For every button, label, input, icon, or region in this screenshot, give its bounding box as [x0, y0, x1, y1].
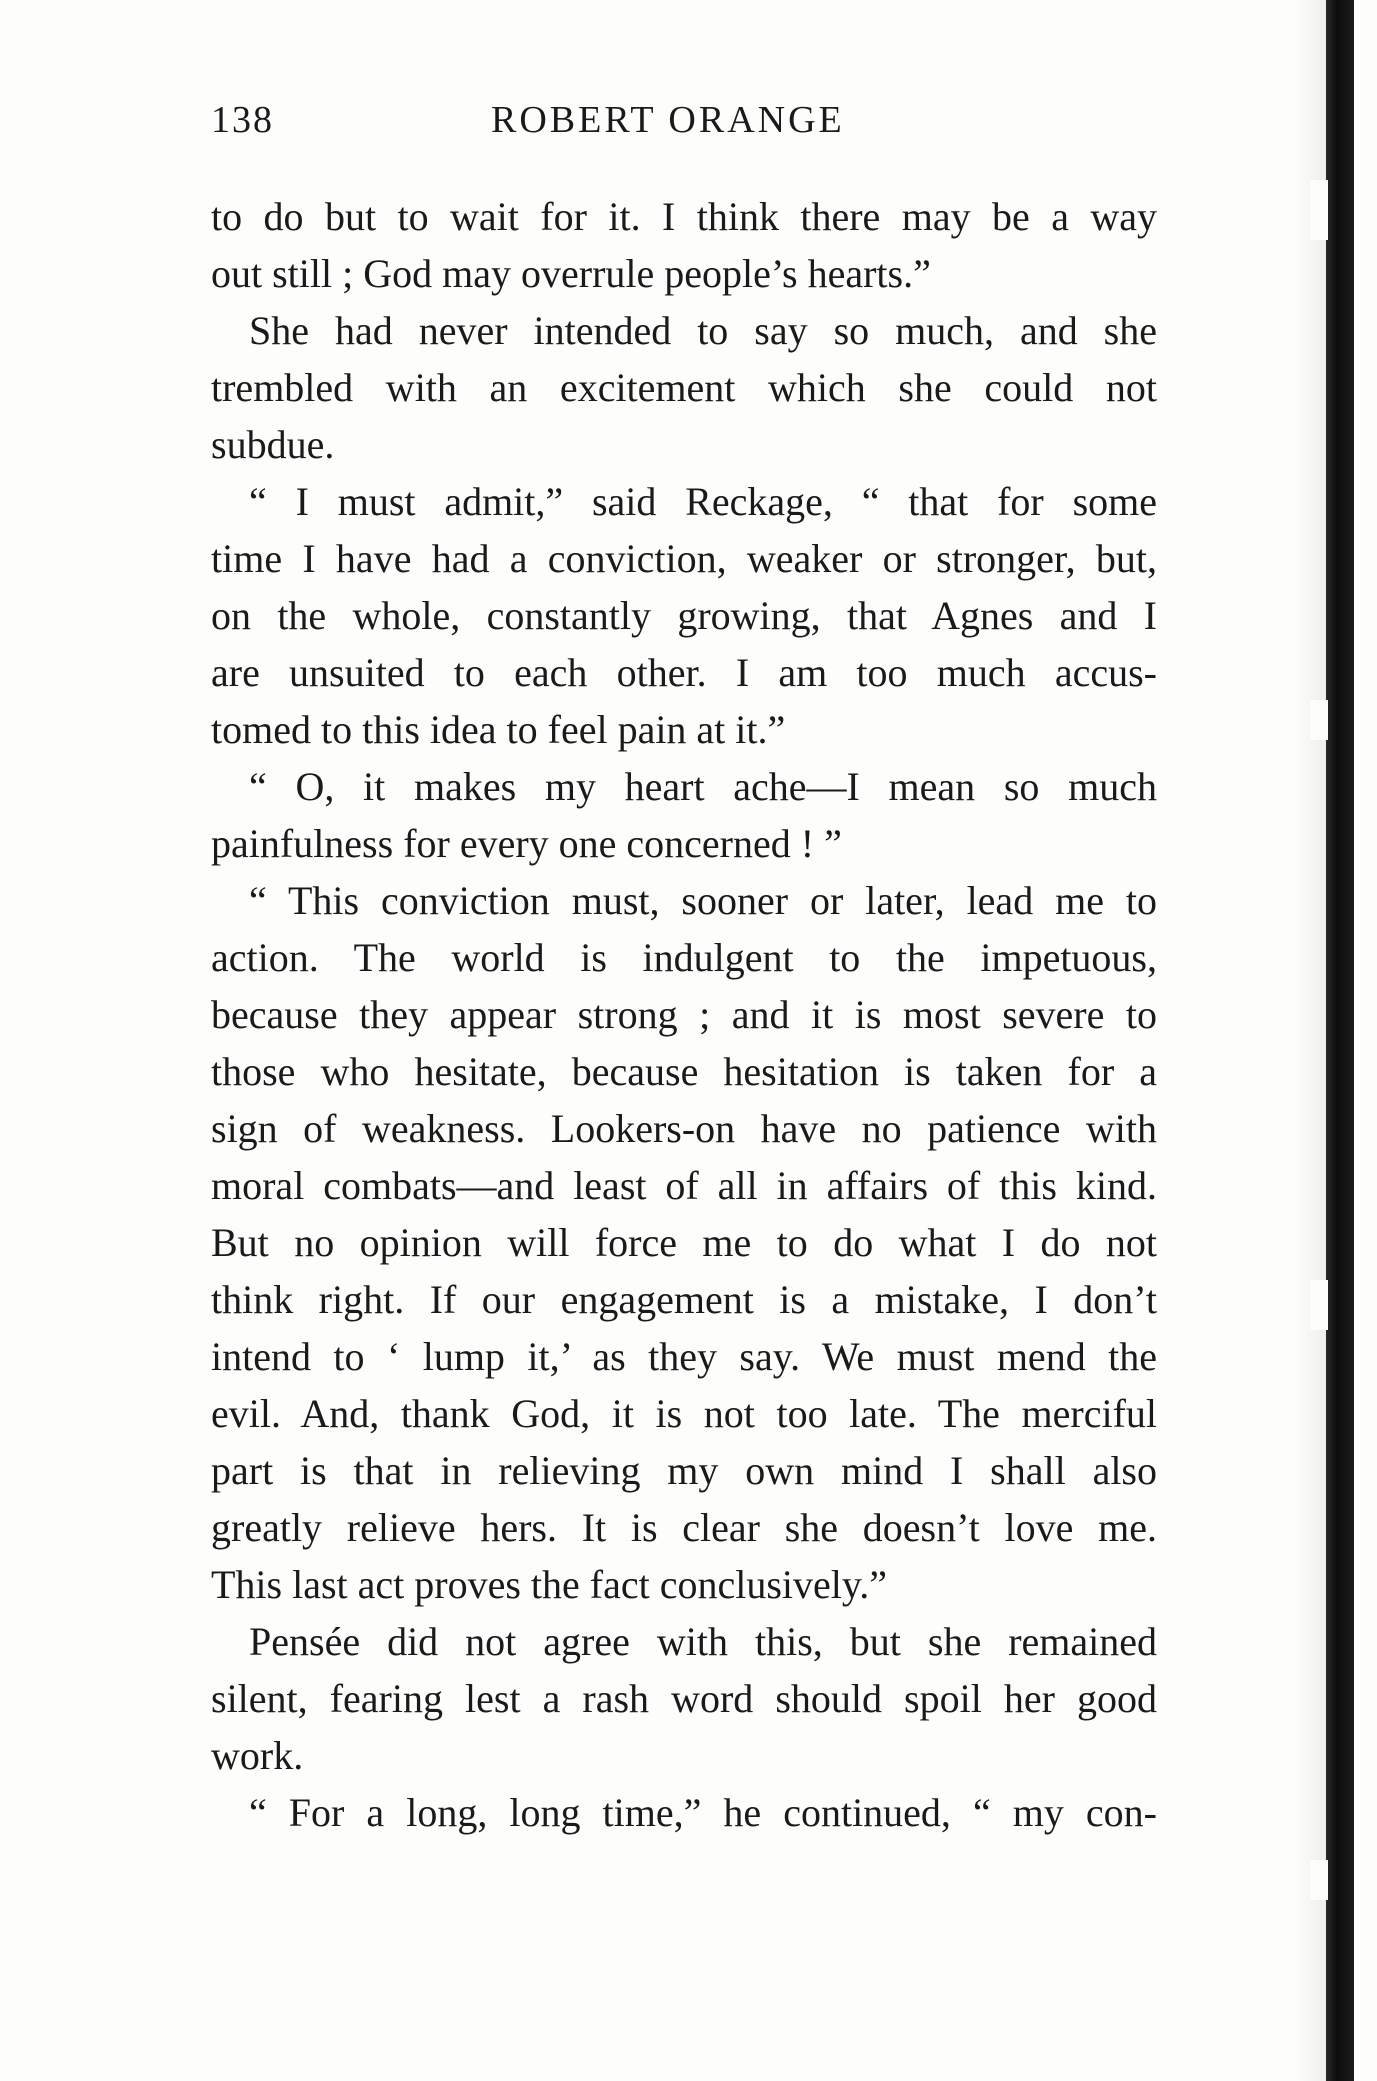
page-number: 138	[211, 99, 274, 141]
text-line: because they appear strong ; and it is most severe to	[211, 992, 1157, 1037]
binding-edge	[1326, 0, 1354, 2081]
text-line: work.	[211, 1733, 304, 1778]
text-line: out still ; God may overrule people’s hearts.”	[211, 251, 931, 296]
binding-gap	[1310, 1280, 1328, 1330]
text-line: But no opinion will force me to do what I do not	[211, 1220, 1157, 1265]
text-line: to do but to wait for it. I think there may be a way	[211, 194, 1157, 239]
text-line: “ O, it makes my heart ache—I mean so much	[249, 764, 1157, 809]
text-line: think right. If our engagement is a mistake, I don’t	[211, 1277, 1157, 1322]
text-line: greatly relieve hers. It is clear she doesn’t love me.	[211, 1505, 1157, 1550]
text-line: “ This conviction must, sooner or later, lead me to	[249, 878, 1157, 923]
text-line: She had never intended to say so much, and she	[249, 308, 1157, 353]
text-line: intend to ‘ lump it,’ as they say. We must mend the	[211, 1334, 1157, 1379]
binding-gap	[1310, 180, 1328, 240]
text-line: evil. And, thank God, it is not too late. The merciful	[211, 1391, 1157, 1436]
text-line: silent, fearing lest a rash word should spoil her good	[211, 1676, 1157, 1721]
text-line: This last act proves the fact conclusively.”	[211, 1562, 888, 1607]
text-line: “ For a long, long time,” he continued, “ my con-	[249, 1790, 1157, 1835]
binding-gap	[1310, 1860, 1328, 1900]
text-line: time I have had a conviction, weaker or stronger, but,	[211, 536, 1157, 581]
text-line: on the whole, constantly growing, that Agnes and I	[211, 593, 1157, 638]
text-line: subdue.	[211, 422, 335, 467]
text-line: trembled with an excitement which she could not	[211, 365, 1157, 410]
gutter-shadow	[1296, 0, 1326, 2081]
text-line: moral combats—and least of all in affairs of this kind.	[211, 1163, 1157, 1208]
text-line: painfulness for every one concerned ! ”	[211, 821, 842, 866]
binding-gap	[1310, 700, 1328, 740]
text-line: Pensée did not agree with this, but she remained	[249, 1619, 1157, 1664]
text-line: tomed to this idea to feel pain at it.”	[211, 707, 786, 752]
text-line: those who hesitate, because hesitation is taken for a	[211, 1049, 1157, 1094]
text-line: “ I must admit,” said Reckage, “ that for some	[249, 479, 1157, 524]
running-head	[211, 98, 1157, 148]
text-line: part is that in relieving my own mind I shall also	[211, 1448, 1157, 1493]
body-text	[211, 188, 1157, 1841]
text-line: are unsuited to each other. I am too much accus-	[211, 650, 1157, 695]
text-line: action. The world is indulgent to the impetuous,	[211, 935, 1157, 980]
book-title: ROBERT ORANGE	[491, 99, 845, 141]
text-line: sign of weakness. Lookers-on have no patience with	[211, 1106, 1157, 1151]
